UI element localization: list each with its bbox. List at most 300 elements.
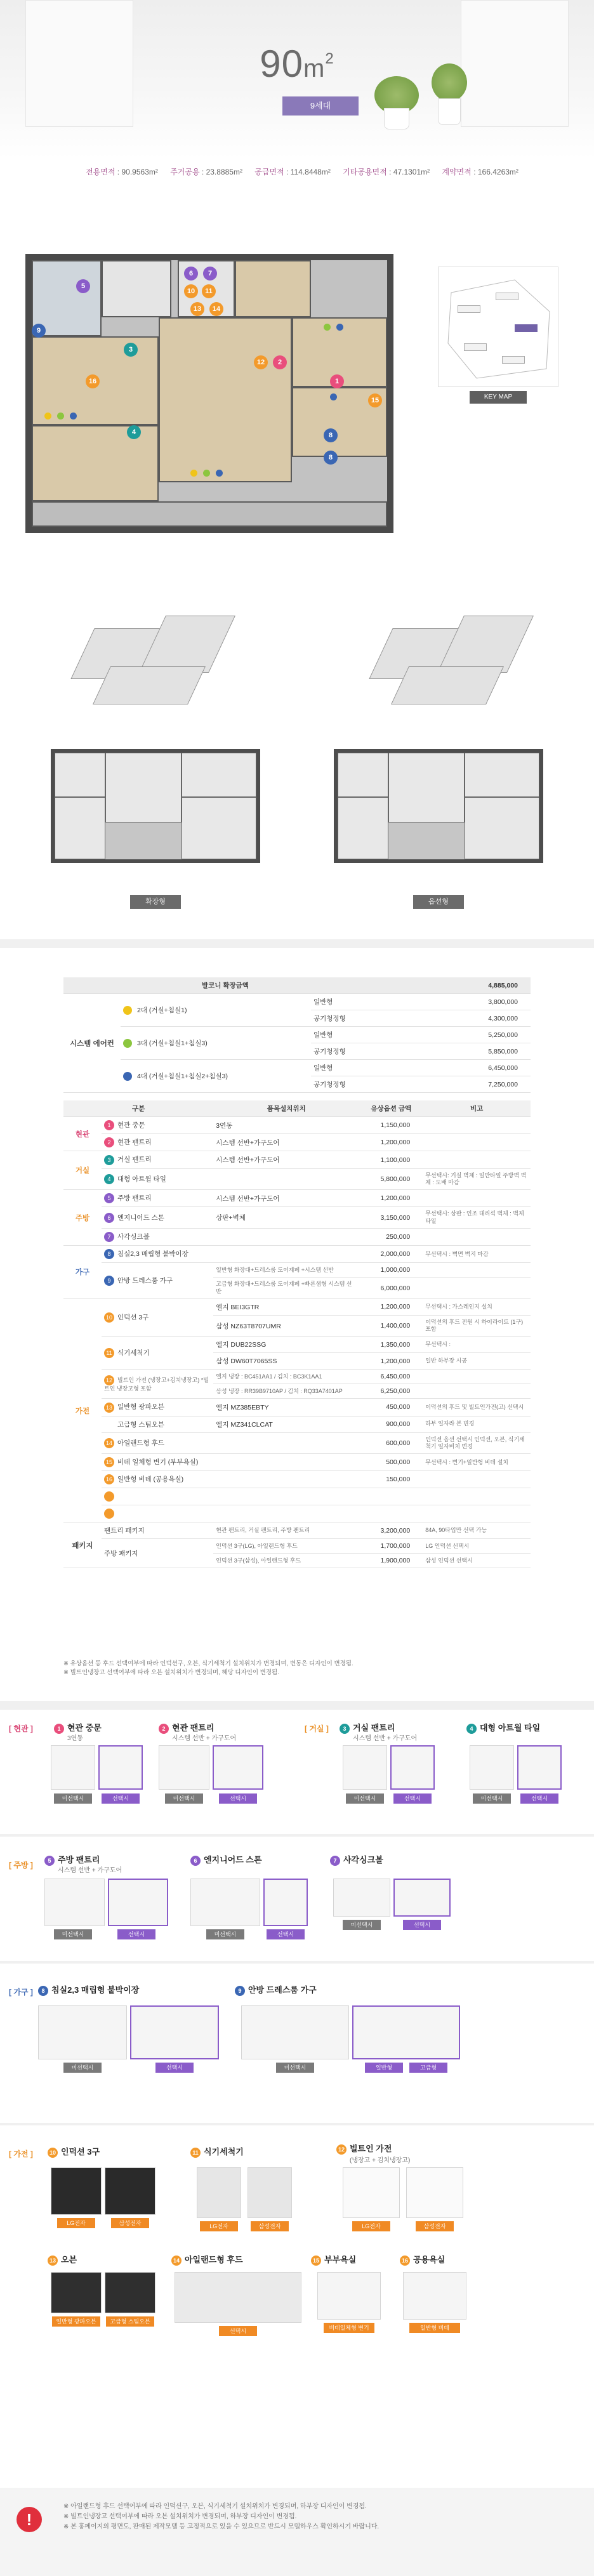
tag-selected: 고급형 xyxy=(409,2063,447,2073)
option-photo xyxy=(105,2167,155,2215)
category-cell: 패키지 xyxy=(63,1522,102,1568)
option-location: 엘지 BEI3GTR xyxy=(213,1298,359,1315)
option-number xyxy=(104,1509,114,1519)
option-sub: 시스템 선반 + 가구도어 xyxy=(58,1867,122,1874)
option-note xyxy=(423,1384,531,1399)
aircon-dot xyxy=(203,470,210,477)
option-photo xyxy=(333,1879,390,1917)
marker-9: 9 xyxy=(32,324,46,338)
aircon-price: 3,800,000 xyxy=(387,994,531,1010)
option-photo xyxy=(51,2167,102,2215)
option-price: 900,000 xyxy=(359,1416,423,1432)
aircon-3-dot xyxy=(123,1039,132,1048)
disclaimer-line: ※ 빌트인냉장고 선택여부에 따라 오븐 설치위치가 변경되며, 하부장 디자인이 변경됨. xyxy=(63,2513,297,2520)
option-photo xyxy=(51,1745,95,1790)
option-price: 3,150,000 xyxy=(359,1207,423,1229)
iso-block xyxy=(391,666,504,704)
option-name: 식기세척기 xyxy=(117,1349,150,1357)
option-photo-selected xyxy=(517,1745,562,1790)
brand-tag: 삼성전자 xyxy=(251,2221,289,2231)
option-title: 10 인덕션 3구 xyxy=(48,2145,100,2158)
option-number xyxy=(104,1491,114,1502)
option-title: 8 침실2,3 매립형 붙박이장 xyxy=(38,1983,139,1996)
disclaimer-line: ※ 본 홍페이지의 평면도, 판매된 제작모델 등 고정적으로 있을 수 있으므로 반드시 모델하우스 확인하시기 바랍니다. xyxy=(63,2523,380,2530)
marker-10: 10 xyxy=(184,284,198,298)
aircon-dot xyxy=(216,470,223,477)
table-row xyxy=(63,1228,531,1245)
option-price: 6,250,000 xyxy=(359,1384,423,1399)
table-row xyxy=(63,1539,531,1554)
type-comparison-section xyxy=(0,603,594,920)
option-type-button[interactable]: 옵션형 xyxy=(413,895,464,909)
option-title: 13 오븐 xyxy=(48,2253,77,2266)
option-number: 7 xyxy=(104,1232,114,1242)
type-tag: 비데일체형 변기 xyxy=(324,2323,374,2333)
balcony-price-value: 4,885,000 xyxy=(387,977,531,994)
option-title: 2 현관 팬트리 xyxy=(159,1721,214,1734)
option-price: 1,900,000 xyxy=(359,1554,423,1568)
iso-view-option xyxy=(355,603,546,717)
tag-selected: 선택시 xyxy=(403,1920,441,1930)
option-location xyxy=(213,1228,359,1245)
aircon-type: 공기청정형 xyxy=(311,1010,387,1027)
tag-selected: 선택시 xyxy=(117,1929,155,1939)
category-cell: 가구 xyxy=(63,1246,102,1299)
category-cell: 주방 xyxy=(63,1190,102,1246)
table-row xyxy=(63,1505,531,1522)
marker-7: 7 xyxy=(203,267,217,281)
disclaimer-line: ※ 아일랜드형 후드 선택여부에 따라 인덕션구, 오븐, 식기세척기 설치위치가 변경되며, 하부장 디자인이 변경됨. xyxy=(63,2503,367,2510)
tag-unselected: 미선택시 xyxy=(276,2063,314,2073)
section-label-appliances: [ 가전 ] xyxy=(9,2150,33,2158)
option-name: 현관 팬트리 xyxy=(117,1139,152,1147)
marker-16: 16 xyxy=(86,374,100,388)
option-photo xyxy=(197,2167,241,2218)
option-price-table xyxy=(63,977,531,1568)
iso-view-expanded xyxy=(57,603,248,717)
option-location: 엘지 냉장 : BC451AA1 / 김치 : BC3K1AA1 xyxy=(213,1370,359,1384)
marker-5: 5 xyxy=(76,279,90,293)
option-location: 엘지 DUB22SSG xyxy=(213,1337,359,1353)
tag-unselected: 미선택시 xyxy=(343,1920,381,1930)
option-name: 인덕션 3구 xyxy=(117,1313,149,1321)
option-note: 무선택시 : xyxy=(423,1337,531,1353)
option-price: 1,200,000 xyxy=(359,1134,423,1151)
option-number: 13 xyxy=(104,1403,114,1413)
option-name: 팬트리 패키지 xyxy=(102,1522,213,1539)
option-title: 6 엔지니어드 스톤 xyxy=(190,1853,262,1866)
aircon-type: 일반형 xyxy=(311,1060,387,1076)
table-row xyxy=(63,1488,531,1505)
option-price: 3,200,000 xyxy=(359,1522,423,1539)
option-name: 거실 팬트리 xyxy=(117,1156,152,1164)
aircon-2-dot xyxy=(123,1006,132,1015)
tag-unselected: 미선택시 xyxy=(54,1793,92,1804)
mini-room xyxy=(182,753,256,797)
option-note xyxy=(423,1117,531,1134)
table-row xyxy=(63,1522,531,1539)
option-photo xyxy=(248,2167,292,2218)
option-location xyxy=(213,1454,359,1471)
table-row xyxy=(63,1432,531,1454)
area-summary: 전용면적 : 90.9563m² 주거공용 : 23.8885m² 공급면적 : 114.8448m² 기타공용면적 : 47.1301m² 계약면적 : 166.4263m² xyxy=(86,168,518,176)
tag-selected: 선택시 xyxy=(219,1793,257,1804)
option-sub: 3연동 xyxy=(67,1735,83,1742)
option-location xyxy=(213,1246,359,1263)
option-name: 빌트인 가전 (냉장고+김치냉장고) *빌트인 냉장고형 포함 xyxy=(104,1377,209,1392)
expanded-type-button[interactable]: 확장형 xyxy=(130,895,181,909)
option-title: 4 대형 아트월 타일 xyxy=(466,1721,540,1734)
option-note: 삼성 인덕션 선택시 xyxy=(423,1554,531,1568)
option-title: 5 주방 팬트리 xyxy=(44,1853,100,1866)
option-photo xyxy=(343,2167,400,2218)
marker-15: 15 xyxy=(368,393,382,407)
marker-13: 13 xyxy=(190,302,204,316)
option-photo-selected xyxy=(263,1879,308,1926)
option-photo-selected xyxy=(108,1879,168,1926)
option-title: 12 빌트인 가전 xyxy=(336,2142,392,2155)
aircon-price: 4,300,000 xyxy=(387,1010,531,1027)
brand-tag: LG전자 xyxy=(352,2221,390,2231)
option-price: 1,200,000 xyxy=(359,1190,423,1207)
section-label-living: [ 거실 ] xyxy=(305,1724,329,1733)
table-row xyxy=(63,1370,531,1384)
aircon-dot xyxy=(336,324,343,331)
option-number: 2 xyxy=(104,1137,114,1147)
option-sub: (냉장고 + 김치냉장고) xyxy=(350,2157,411,2164)
option-note: 무선택시 : 가스레인지 설치 xyxy=(423,1298,531,1315)
option-number: 14 xyxy=(104,1438,114,1448)
option-note xyxy=(423,1134,531,1151)
aircon-dot xyxy=(70,413,77,419)
type-tag: 일반형 비데 xyxy=(409,2323,460,2333)
key-map xyxy=(438,267,558,387)
aircon-price: 5,850,000 xyxy=(387,1043,531,1060)
option-note xyxy=(423,1190,531,1207)
key-map-label: KEY MAP xyxy=(470,391,527,404)
marker-4: 4 xyxy=(127,425,141,439)
category-cell: 가전 xyxy=(63,1298,102,1522)
option-location: 인덕션 3구(LG), 아일랜드형 후드 xyxy=(213,1539,359,1554)
type-tag: 고급형 스팀오븐 xyxy=(106,2316,154,2327)
hero-banner xyxy=(0,0,594,159)
option-number: 4 xyxy=(104,1174,114,1184)
option-location: 3연동 xyxy=(213,1117,359,1134)
note-line: ※ 빌트인냉장고 선택여부에 따라 오븐 설치위치가 변경되며, 해당 디자인이 변경됨. xyxy=(63,1669,279,1677)
tag-unselected: 미선택시 xyxy=(165,1793,203,1804)
option-photo xyxy=(51,2272,102,2313)
option-photo-selected xyxy=(393,1879,451,1917)
iso-block xyxy=(139,616,235,673)
option-note: 무선택시 : 변기+일반형 비데 설치 xyxy=(423,1454,531,1471)
mini-room xyxy=(338,753,388,797)
iso-block xyxy=(93,666,206,704)
option-location: 일반형 화장대+드레스룸 도어계폐 +시스템 선반 xyxy=(213,1263,359,1278)
category-cell: 현관 xyxy=(63,1117,102,1151)
brand-tag: 삼성전자 xyxy=(111,2218,149,2228)
iso-block xyxy=(437,616,534,673)
option-photo xyxy=(175,2272,301,2323)
tag-selected: 선택시 xyxy=(155,2063,194,2073)
option-location: 상판+벽체 xyxy=(213,1207,359,1229)
marker-3: 3 xyxy=(124,343,138,357)
key-map-site-outline xyxy=(439,267,559,388)
option-note: 이덕션의 후드 및 빌트인가전(고) 선택시 xyxy=(423,1399,531,1416)
option-note xyxy=(423,1263,531,1278)
table-row xyxy=(63,1399,531,1416)
mini-room xyxy=(55,753,105,797)
aircon-category: 시스템 에어컨 xyxy=(63,994,121,1093)
type-tag: 선택시 xyxy=(219,2326,257,2336)
key-map-building xyxy=(464,343,487,351)
option-sub: 시스템 선반 + 가구도어 xyxy=(172,1735,237,1742)
key-map-building xyxy=(502,356,525,364)
floor-plan xyxy=(25,254,393,533)
option-price: 600,000 xyxy=(359,1432,423,1454)
aircon-2-label: 2대 (거실+침실1) xyxy=(137,1006,187,1014)
option-title: 3 거실 팬트리 xyxy=(340,1721,395,1734)
aircon-3-label: 3대 (거실+침실1+침실3) xyxy=(137,1039,208,1047)
table-row xyxy=(63,1207,531,1229)
option-name: 주방 팬트리 xyxy=(117,1194,152,1203)
col-header: 품목설치위치 xyxy=(213,1100,359,1117)
option-note xyxy=(423,1505,531,1522)
tag-unselected: 미선택시 xyxy=(346,1793,384,1804)
mini-plan-expanded xyxy=(51,749,260,863)
aircon-dot xyxy=(57,413,64,419)
option-location: 삼성 NZ63T8707UMR xyxy=(213,1315,359,1337)
option-number: 3 xyxy=(104,1155,114,1165)
tag-unselected: 미선택시 xyxy=(206,1929,244,1939)
option-price: 1,400,000 xyxy=(359,1315,423,1337)
option-price: 1,350,000 xyxy=(359,1337,423,1353)
option-title: 15 부부욕실 xyxy=(311,2253,356,2266)
room-bedroom-3 xyxy=(32,425,159,501)
option-photo-selected xyxy=(130,2005,219,2059)
option-name: 일반형 광파오븐 xyxy=(117,1403,164,1411)
aircon-price: 5,250,000 xyxy=(387,1027,531,1043)
option-name: 고급형 스팀오븐 xyxy=(117,1420,164,1429)
brand-tag: LG전자 xyxy=(200,2221,238,2231)
warning-icon: ! xyxy=(16,2507,42,2532)
option-name: 일반형 비데 (공용욕실) xyxy=(117,1476,184,1484)
option-note xyxy=(423,1151,531,1168)
option-price: 150,000 xyxy=(359,1471,423,1488)
balcony xyxy=(32,501,387,527)
option-price: 1,000,000 xyxy=(359,1263,423,1278)
balcony-aircon-table xyxy=(63,977,531,1093)
mini-room xyxy=(338,797,388,859)
key-map-building xyxy=(458,305,480,313)
aircon-type: 일반형 xyxy=(311,994,387,1010)
aircon-type: 공기청정형 xyxy=(311,1076,387,1093)
option-note: 무선택시: 상판 : 인조 대리석 벽체 : 벽체 타일 xyxy=(423,1207,531,1229)
option-name: 침실2,3 매립형 붙박이장 xyxy=(117,1250,188,1258)
table-row xyxy=(63,1337,531,1353)
option-note xyxy=(423,1488,531,1505)
option-price: 2,000,000 xyxy=(359,1246,423,1263)
option-location xyxy=(213,1505,359,1522)
option-location: 삼성 DW60T7065SS xyxy=(213,1353,359,1370)
option-location xyxy=(213,1432,359,1454)
balcony-price-label: 발코니 확장금액 xyxy=(63,977,387,994)
paid-option-table xyxy=(63,1100,531,1568)
mini-room xyxy=(465,753,539,797)
table-row xyxy=(63,1298,531,1315)
option-name: 안방 드레스룸 가구 xyxy=(117,1276,173,1285)
option-note: 84A, 90타입만 선택 가능 xyxy=(423,1522,531,1539)
option-title: 11 식기세척기 xyxy=(190,2145,244,2158)
section-label-furniture: [ 가구 ] xyxy=(9,1988,33,1997)
table-row xyxy=(63,1190,531,1207)
option-photo xyxy=(317,2272,381,2320)
option-photo xyxy=(406,2167,463,2218)
section-divider xyxy=(0,2123,594,2125)
marker-1: 1 xyxy=(330,374,344,388)
category-cell: 거실 xyxy=(63,1151,102,1190)
marker-8b: 8 xyxy=(324,451,338,465)
option-title: 7 사각싱크볼 xyxy=(330,1853,383,1866)
option-sub: 시스템 선반 + 가구도어 xyxy=(353,1735,418,1742)
marker-6: 6 xyxy=(184,267,198,281)
option-location: 시스템 선반+가구도어 xyxy=(213,1190,359,1207)
mini-room xyxy=(182,797,256,859)
tag-selected: 선택시 xyxy=(520,1793,558,1804)
table-row xyxy=(63,1416,531,1432)
table-notes xyxy=(63,1660,531,1678)
aircon-dot xyxy=(330,393,337,400)
option-price: 6,450,000 xyxy=(359,1370,423,1384)
option-price: 1,200,000 xyxy=(359,1353,423,1370)
option-price: 1,150,000 xyxy=(359,1117,423,1134)
marker-11: 11 xyxy=(202,284,216,298)
option-price: 5,800,000 xyxy=(359,1168,423,1190)
hero-pot xyxy=(438,98,461,125)
option-photo-selected xyxy=(213,1745,263,1790)
marker-8: 8 xyxy=(324,428,338,442)
option-note: 무선택시 : 벽면 벽지 마감 xyxy=(423,1246,531,1263)
key-map-building-highlight xyxy=(515,324,538,332)
aircon-dot xyxy=(44,413,51,419)
mini-room xyxy=(465,797,539,859)
mini-room xyxy=(388,753,465,822)
option-photo xyxy=(44,1879,105,1926)
option-location: 엘지 MZ341CLCAT xyxy=(213,1416,359,1432)
option-photo xyxy=(343,1745,387,1790)
type-tag: 일반형 광파오븐 xyxy=(52,2316,100,2327)
section-divider xyxy=(0,1834,594,1837)
tag-selected: 선택시 xyxy=(393,1793,432,1804)
hero-pot xyxy=(384,108,409,129)
option-price: 250,000 xyxy=(359,1228,423,1245)
aircon-4-label: 4대 (거실+침실1+침실2+침실3) xyxy=(137,1072,228,1080)
table-row xyxy=(63,1151,531,1168)
disclaimer-text xyxy=(63,2502,571,2532)
option-name: 사각싱크볼 xyxy=(117,1232,150,1241)
room-living xyxy=(159,317,292,482)
option-number: 10 xyxy=(104,1312,114,1323)
section-divider xyxy=(0,1961,594,1964)
table-row xyxy=(63,1471,531,1488)
option-note: 하부 일자라 본 변경 xyxy=(423,1416,531,1432)
table-row xyxy=(63,1263,531,1278)
col-header: 비고 xyxy=(423,1100,531,1117)
tag-unselected: 미선택시 xyxy=(63,2063,102,2073)
option-title: 1 현관 중문 xyxy=(54,1721,102,1734)
section-divider xyxy=(0,939,594,948)
option-title: 9 안방 드레스룸 가구 xyxy=(235,1983,317,1996)
option-note: 무선택시: 거실 벽체 : 일반타일 주방벽 벽체 : 도배 마감 xyxy=(423,1168,531,1190)
option-location: 고급형 화장대+드레스룸 도어계폐 +빠른샘형 시스템 선반 xyxy=(213,1278,359,1299)
aircon-dot xyxy=(324,324,331,331)
option-number: 9 xyxy=(104,1276,114,1286)
option-photo xyxy=(159,1745,209,1790)
mini-room xyxy=(105,753,182,822)
marker-2: 2 xyxy=(273,355,287,369)
option-name: 대형 아트월 타일 xyxy=(117,1175,166,1183)
option-location xyxy=(213,1471,359,1488)
option-name: 현관 중문 xyxy=(117,1121,145,1129)
table-row xyxy=(63,1117,531,1134)
note-line: ※ 유상옵션 등 후드 선택여부에 따라 인덕션구, 오븐, 식기세척기 설치위치가 변경되며, 변동은 디자인이 변경됨. xyxy=(63,1660,353,1667)
option-note: 이덕션의 후드 전원 시 하이라이트 (1구) 포함 xyxy=(423,1315,531,1337)
option-price: 1,200,000 xyxy=(359,1298,423,1315)
option-number: 16 xyxy=(104,1474,114,1484)
households-badge: 9세대 xyxy=(282,96,359,116)
table-row xyxy=(63,1134,531,1151)
option-price: 500,000 xyxy=(359,1454,423,1471)
brand-tag: LG전자 xyxy=(57,2218,95,2228)
option-note xyxy=(423,1228,531,1245)
tag-selected: 일반형 xyxy=(365,2063,403,2073)
option-name: 엔지니어드 스톤 xyxy=(117,1213,164,1222)
option-location: 시스템 선반+가구도어 xyxy=(213,1151,359,1168)
option-name: 주방 패키지 xyxy=(102,1539,213,1568)
option-photo xyxy=(470,1745,514,1790)
option-photo xyxy=(190,1879,260,1926)
mini-room xyxy=(55,797,105,859)
option-number: 11 xyxy=(104,1348,114,1358)
option-number: 8 xyxy=(104,1249,114,1259)
option-location: 삼성 냉장 : RR39B9710AP / 김치 : RQ33A7401AP xyxy=(213,1384,359,1399)
section-label-entrance: [ 현관 ] xyxy=(9,1724,33,1733)
option-photo xyxy=(241,2005,349,2059)
option-note xyxy=(423,1278,531,1299)
option-location xyxy=(213,1488,359,1505)
tag-selected: 선택시 xyxy=(102,1793,140,1804)
aircon-price: 6,450,000 xyxy=(387,1060,531,1076)
option-location: 시스템 선반+가구도어 xyxy=(213,1134,359,1151)
option-price: 1,100,000 xyxy=(359,1151,423,1168)
table-row xyxy=(63,1168,531,1190)
option-number: 1 xyxy=(104,1120,114,1130)
tag-unselected: 미선택시 xyxy=(54,1929,92,1939)
option-price: 450,000 xyxy=(359,1399,423,1416)
option-note xyxy=(423,1471,531,1488)
mini-plan-option xyxy=(334,749,543,863)
section-label-kitchen: [ 주방 ] xyxy=(9,1861,33,1870)
option-note xyxy=(423,1370,531,1384)
option-photo xyxy=(38,2005,127,2059)
tag-selected: 선택시 xyxy=(267,1929,305,1939)
option-note: LG 인덕션 선택시 xyxy=(423,1539,531,1554)
option-photo-selected xyxy=(352,2005,460,2059)
option-name: 비데 일체형 변기 (부부욕실) xyxy=(117,1458,199,1467)
option-location: 인덕션 3구(삼성), 아일랜드형 후드 xyxy=(213,1554,359,1568)
option-location: 현관 팬트리, 거실 팬트리, 주방 팬트리 xyxy=(213,1522,359,1539)
brand-tag: 삼성전자 xyxy=(416,2221,454,2231)
marker-12: 12 xyxy=(254,355,268,369)
